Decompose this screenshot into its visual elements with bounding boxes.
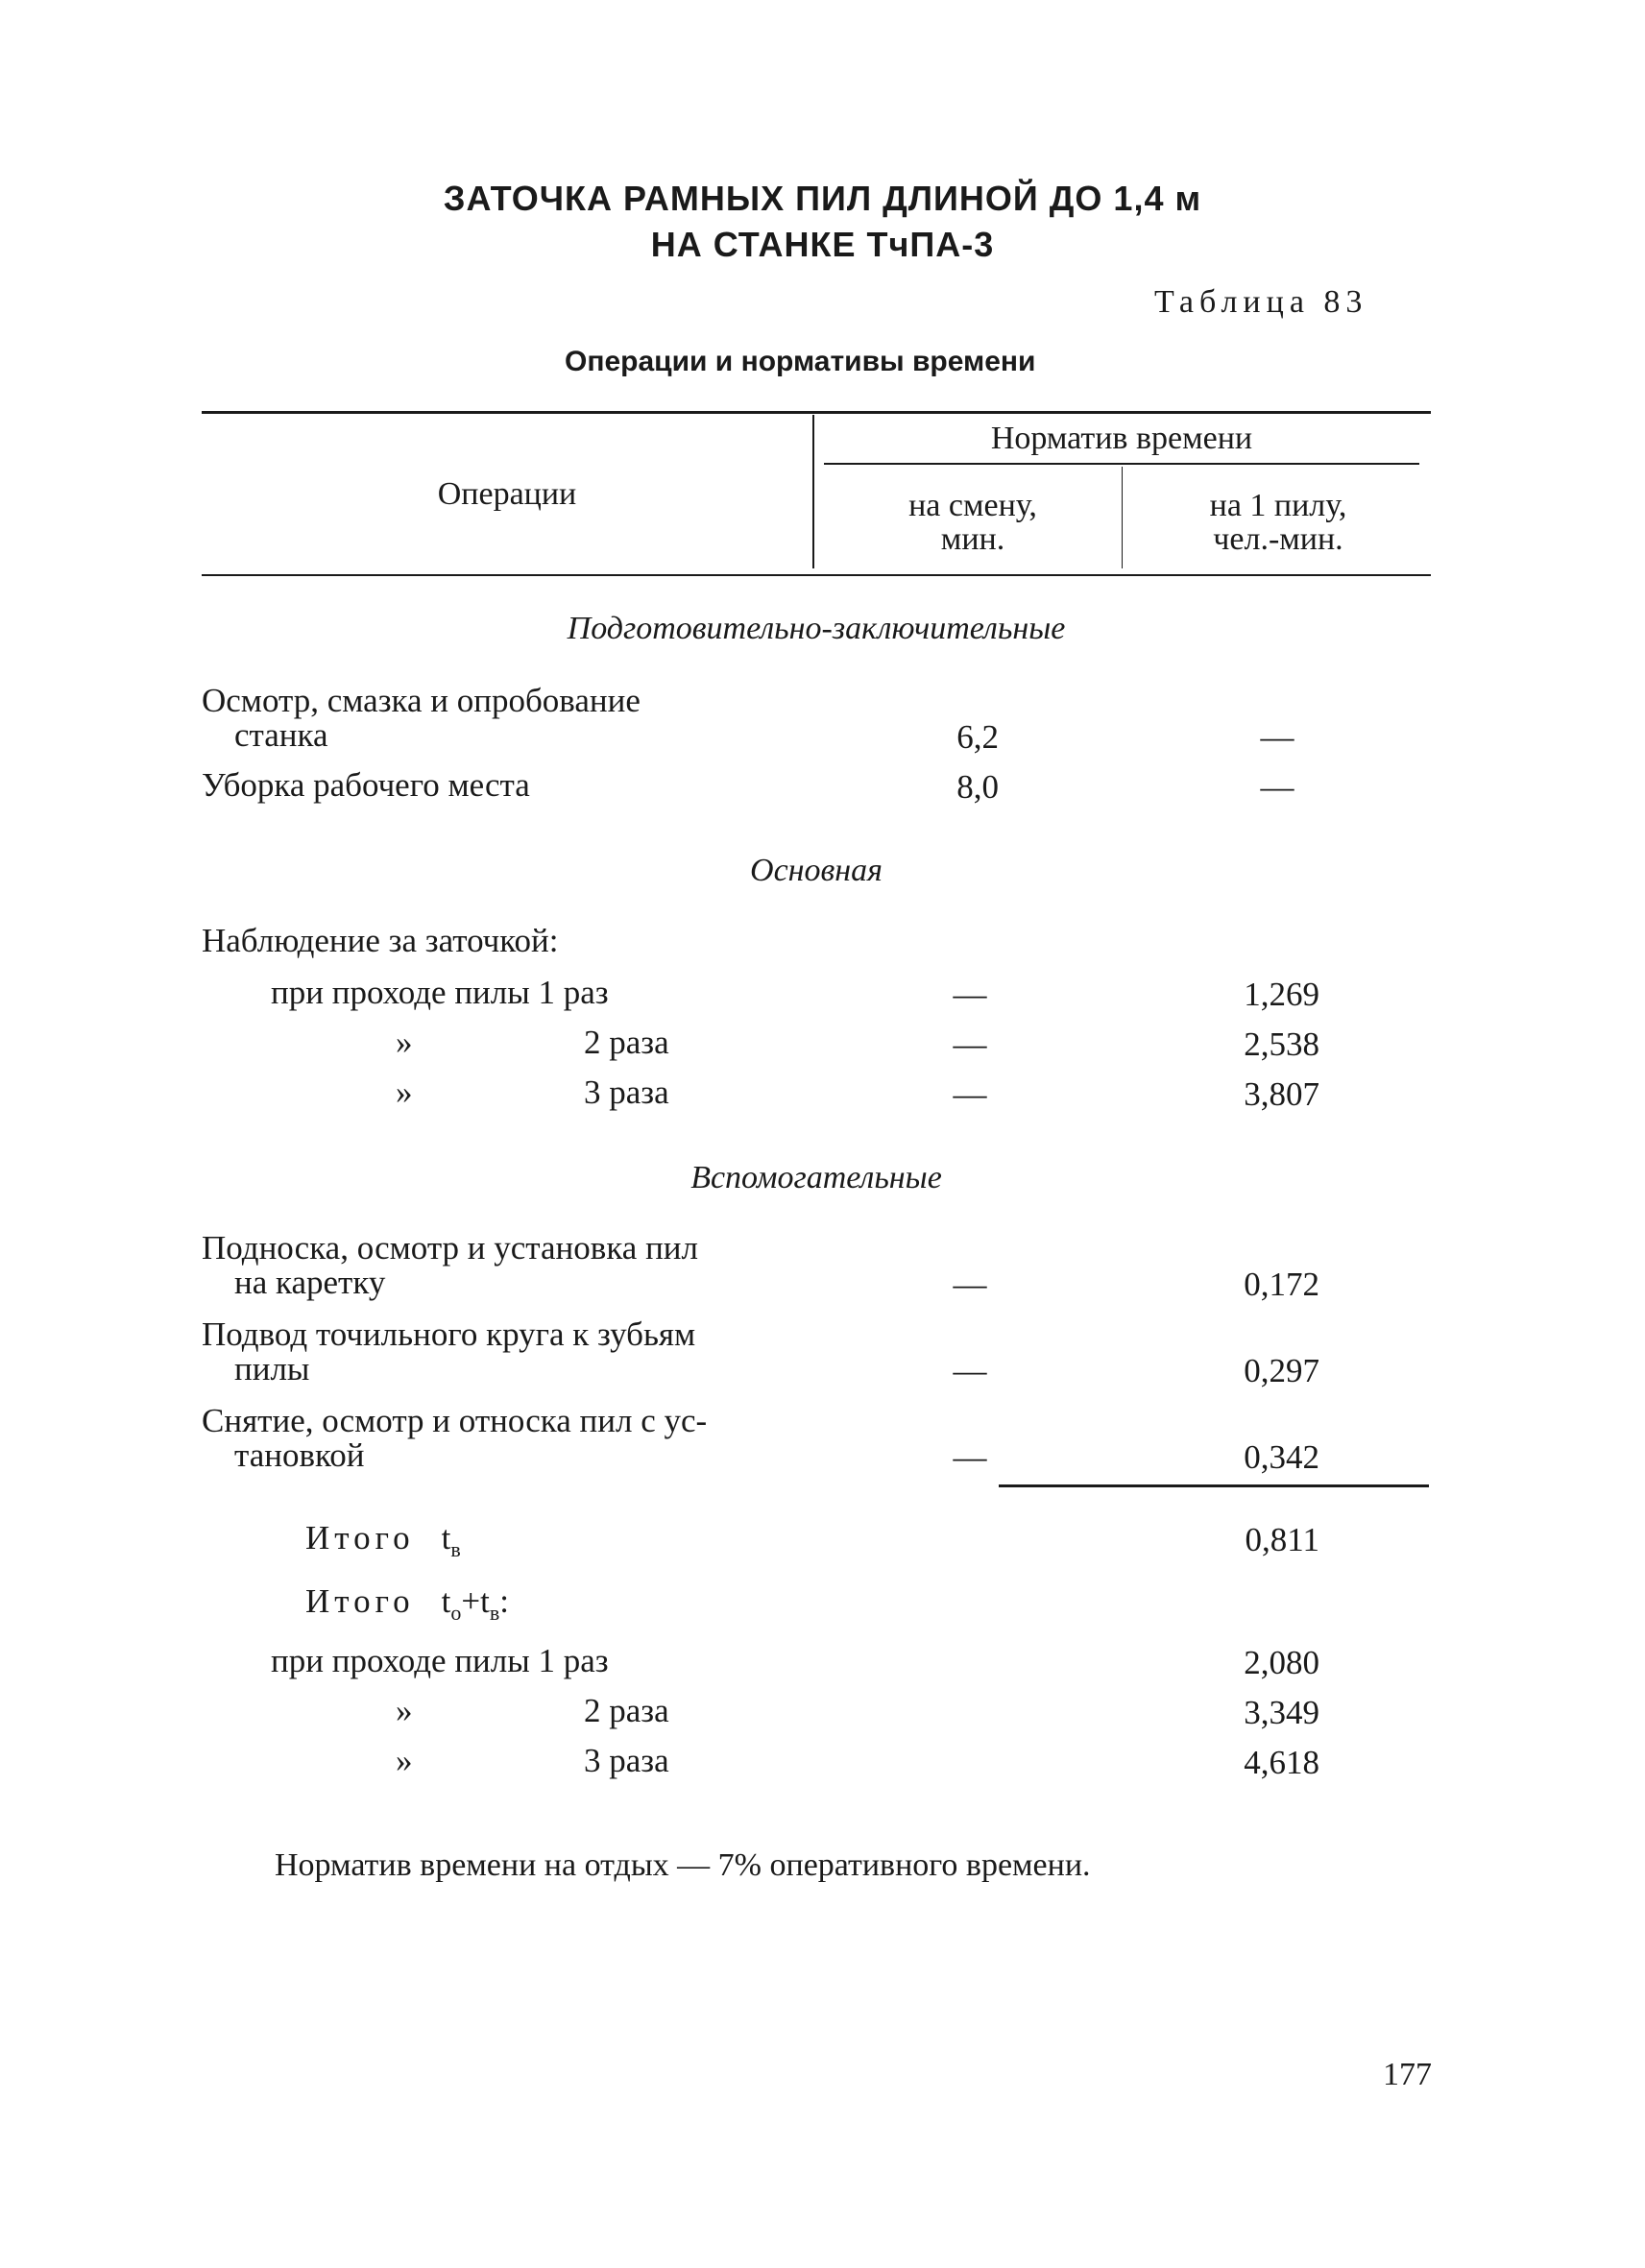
column-header-per-shift-2: мин. [940,521,1005,557]
row-label: 2 раза [584,1024,669,1061]
value-per-saw: 0,297 [1244,1352,1319,1389]
value-per-shift: — [953,1075,987,1113]
section-heading-aux: Вспомогательные [690,1160,942,1195]
header-divider-sub [1122,467,1123,568]
row-label: Уборка рабочего места [202,766,530,804]
row-label: тановкой [234,1436,365,1474]
row-label: Подвод точильного круга к зубьям [202,1315,696,1353]
value-per-saw: 2,538 [1244,1025,1319,1063]
row-label: пилы [234,1350,310,1387]
value-per-shift: — [953,1438,987,1476]
section-heading-main: Основная [750,853,883,888]
column-header-operations: Операции [437,476,577,512]
total-word: Итого [305,1519,415,1556]
value-per-shift: — [953,1352,987,1389]
row-label: Снятие, осмотр и относка пил с ус- [202,1402,708,1439]
row-label: 3 раза [584,1742,669,1779]
column-header-per-saw-1: на 1 пилу, [1209,488,1347,523]
header-bottom-rule [202,574,1431,576]
header-divider-main [812,415,814,568]
header-group-rule [824,463,1419,465]
table-top-rule [202,411,1431,414]
row-label: станка [234,716,328,754]
page-title-line2: НА СТАНКЕ ТчПА-3 [650,225,995,264]
value-per-shift: 8,0 [956,768,999,806]
total-value: 4,618 [1244,1744,1319,1781]
row-label: Наблюдение за заточкой: [202,922,559,959]
subscript-v: в [489,1601,500,1625]
value-per-shift: — [953,976,987,1013]
total-word: Итого [305,1582,415,1620]
total-value: 2,080 [1244,1644,1319,1681]
column-group-header-norm: Норматив времени [990,421,1253,456]
page-number: 177 [1383,2057,1432,2092]
value-per-saw: 1,269 [1244,976,1319,1013]
value-per-saw: 0,172 [1244,1266,1319,1303]
total-value: 3,349 [1244,1694,1319,1731]
value-per-shift: — [953,1266,987,1303]
symbol-t: t [441,1582,451,1620]
row-label: 3 раза [584,1074,669,1111]
column-header-per-shift-1: на смену, [908,488,1037,523]
row-label: 2 раза [584,1692,669,1729]
subscript-o: о [450,1601,462,1625]
row-label: при проходе пилы 1 раз [271,1642,609,1679]
subscript-v: в [450,1537,461,1561]
ditto-mark: » [396,1024,413,1061]
row-label: при проходе пилы 1 раз [271,974,609,1011]
value-per-shift: — [953,1025,987,1063]
value-per-saw: 3,807 [1244,1075,1319,1113]
table-subtitle: Операции и нормативы времени [565,346,1036,377]
totals-rule [999,1484,1429,1487]
ditto-mark: » [396,1692,413,1729]
value-per-saw: — [1260,718,1294,756]
plus-sign: + [461,1582,481,1620]
total-sum-label [305,1584,509,1630]
value-per-shift: 6,2 [956,718,999,756]
colon: : [499,1582,509,1620]
total-tv-label [305,1521,461,1567]
value-per-saw: — [1260,768,1294,806]
value-per-saw: 0,342 [1244,1438,1319,1476]
row-label: Осмотр, смазка и опробование [202,682,641,719]
row-label: на каретку [234,1264,386,1301]
total-tv-value: 0,811 [1245,1521,1319,1558]
section-heading-prep: Подготовительно-заключительные [567,611,1066,646]
table-number: Таблица 83 [1154,284,1368,320]
ditto-mark: » [396,1742,413,1779]
ditto-mark: » [396,1074,413,1111]
symbol-t: t [441,1519,451,1556]
column-header-per-saw-2: чел.-мин. [1213,521,1343,557]
footnote: Норматив времени на отдых — 7% оперативного времени. [275,1847,1091,1883]
page-title-line1: ЗАТОЧКА РАМНЫХ ПИЛ ДЛИНОЙ ДО 1,4 м [443,179,1202,218]
symbol-t: t [480,1582,490,1620]
row-label: Подноска, осмотр и установка пил [202,1229,699,1267]
